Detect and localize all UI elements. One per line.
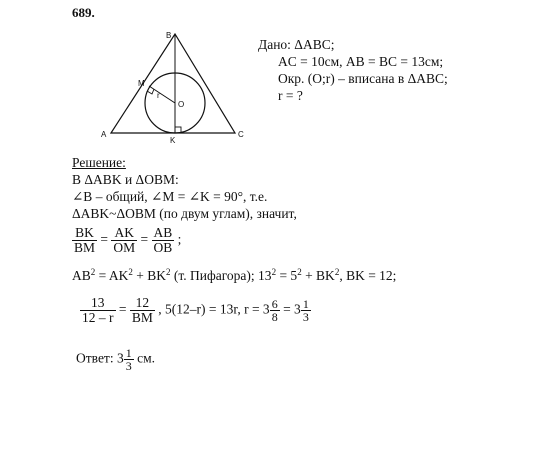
answer-fraction [124, 347, 134, 372]
numerator: 13 [91, 295, 105, 310]
exponent: 2 [128, 267, 133, 277]
text-part: = 5 [276, 268, 298, 283]
answer-label: Ответ: 3 [76, 350, 124, 366]
fraction-12-bm [130, 296, 155, 325]
radius-om [149, 86, 175, 103]
denominator: BM [131, 310, 153, 325]
fraction-ab-ob [152, 226, 175, 255]
answer-line [76, 347, 155, 372]
text-part: , BK = 12; [339, 268, 397, 283]
denominator: OM [113, 240, 136, 255]
given-block [258, 36, 448, 104]
label-b: B [166, 31, 172, 40]
text-part: + BK [132, 268, 167, 283]
equation-text: = 3 [283, 301, 301, 317]
triangle-abc [111, 34, 235, 133]
fraction-13-12-r [80, 296, 116, 325]
solution-line-1: В ΔABK и ΔOBM: [72, 172, 179, 187]
exponent: 2 [90, 267, 96, 277]
denominator: 8 [271, 310, 278, 324]
given-line-3: r = ? [278, 88, 303, 103]
denominator: 3 [302, 310, 309, 324]
label-a: A [101, 130, 107, 139]
numerator: 6 [271, 297, 278, 311]
numerator: 1 [125, 346, 132, 360]
label-k: K [170, 136, 176, 145]
equals-sign: = [118, 301, 127, 317]
denominator: OB [153, 240, 173, 255]
numerator: 12 [135, 295, 150, 310]
text-part: + BK [301, 268, 335, 283]
fraction-1-3 [301, 298, 311, 323]
exponent: 2 [297, 267, 302, 277]
equals-sign: = [140, 231, 149, 247]
numerator: BK [75, 225, 94, 240]
label-m: M [138, 79, 145, 88]
exponent: 2 [166, 267, 171, 277]
text-part: = AK [95, 268, 129, 283]
given-line-1: AC = 10см, AB = BC = 13см; [278, 54, 444, 69]
exponent: 2 [334, 267, 340, 277]
solution-line-2: ∠B – общий, ∠M = ∠K = 90°, т.е. [72, 189, 268, 204]
fraction-bk-bm [72, 226, 97, 255]
equals-sign: = [100, 231, 109, 247]
solution-title: Решение: [72, 155, 126, 170]
fraction-ak-om [111, 226, 137, 255]
label-r: r [157, 91, 160, 100]
solution-line-3: ΔABK~ΔOBM (по двум углам), значит, [72, 206, 297, 221]
given-title: Дано: ΔABC; [258, 37, 335, 52]
numerator: AK [114, 225, 135, 240]
text-part: AB [72, 268, 91, 283]
label-c: C [238, 130, 244, 139]
denominator: 3 [125, 359, 132, 373]
semicolon: ; [177, 231, 182, 247]
exponent: 2 [271, 267, 277, 277]
text-part: (т. Пифагора); 13 [170, 268, 272, 283]
label-o: O [178, 100, 185, 109]
solution-pythagoras-line [72, 268, 396, 284]
solution-equation-line [80, 296, 311, 325]
problem-number: 689. [72, 5, 95, 20]
answer-unit: см. [137, 350, 156, 366]
solution-proportion [72, 226, 181, 255]
equation-text: , 5(12–r) = 13r, r = 3 [158, 301, 270, 317]
denominator: BM [74, 240, 96, 255]
denominator: 12 – r [82, 310, 114, 325]
fraction-6-8 [270, 298, 280, 323]
numerator: 1 [302, 297, 309, 311]
given-line-2: Окр. (O;r) – вписана в ΔABC; [278, 71, 448, 86]
numerator: AB [153, 225, 173, 240]
triangle-figure [98, 28, 248, 145]
